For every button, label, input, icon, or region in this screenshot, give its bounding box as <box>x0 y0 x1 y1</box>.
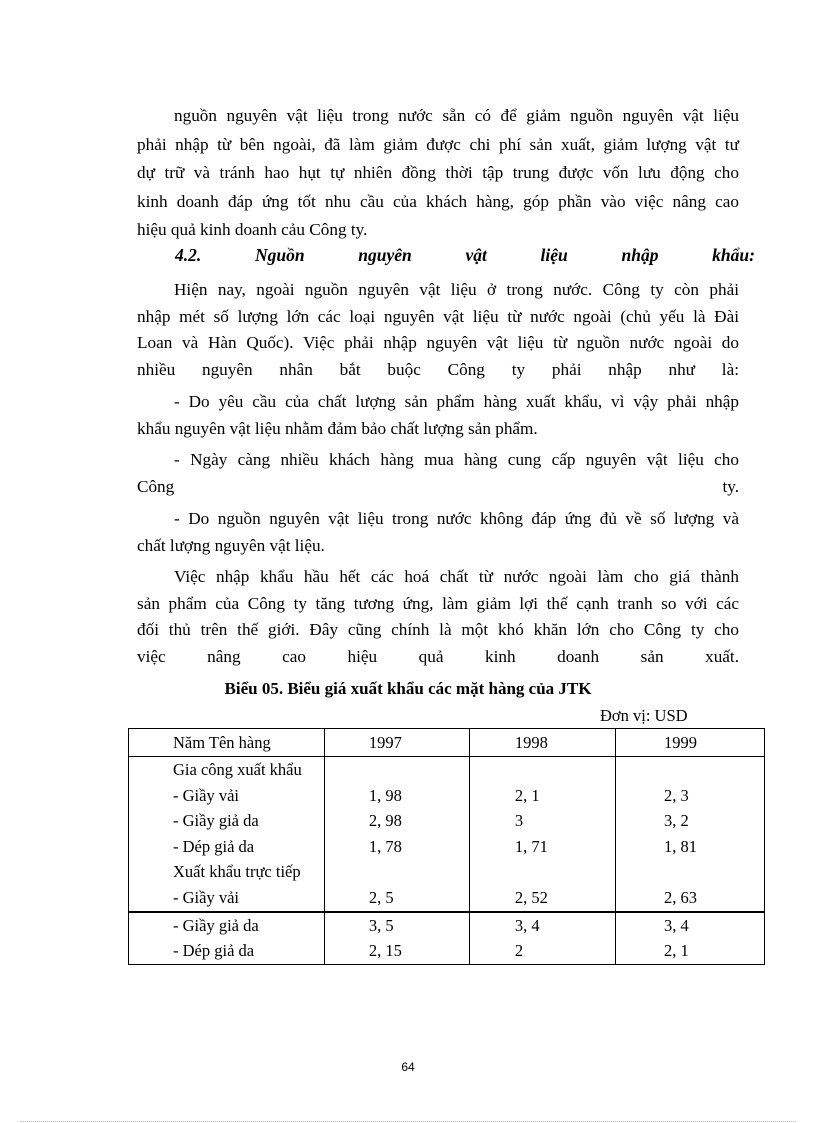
table-cell: 3, 4 <box>615 912 764 939</box>
heading-word: vật <box>465 245 487 265</box>
price-table <box>128 728 765 965</box>
text-line: chất lượng nguyên vật liệu. <box>137 535 325 555</box>
table-cell <box>469 859 615 885</box>
paragraph-intro <box>137 103 739 244</box>
paragraph-imports <box>137 277 739 383</box>
table-cell: 1, 71 <box>469 834 615 860</box>
text-line: sản phẩm của Công ty tăng tương ứng, làm giảm lợi thế cạnh tranh so với các <box>137 593 739 613</box>
heading-word: 4.2. <box>175 245 202 265</box>
text-line: dự trữ và tránh hao hụt tự nhiên đồng thời tập trung được vốn lưu động cho <box>137 163 739 183</box>
header-cell: 1997 <box>324 729 469 757</box>
bullet-domestic <box>137 506 739 559</box>
table-cell: - Dép giả da <box>129 834 325 860</box>
bullet-customers <box>137 447 739 500</box>
table-cell: 2, 1 <box>615 938 764 964</box>
table-row <box>129 859 765 885</box>
line-start-word: Công <box>137 476 175 496</box>
table-cell: - Giầy vải <box>129 885 325 912</box>
text-line: - Do nguồn nguyên vật liệu trong nước không đáp ứng đủ về số lượng và <box>174 509 739 528</box>
table-cell <box>324 859 469 885</box>
heading-word: nhập <box>621 245 659 265</box>
text-line: Việc nhập khẩu hầu hết các hoá chất từ nước ngoài làm cho giá thành <box>174 567 739 586</box>
text-line: - Do yêu cầu của chất lượng sản phẩm hàng xuất khẩu, vì vậy phải nhập <box>174 392 739 411</box>
table-row <box>129 912 765 939</box>
text-line: Hiện nay, ngoài nguồn nguyên vật liệu ở trong nước. Công ty còn phải <box>174 280 739 299</box>
table-header-row <box>129 729 765 757</box>
table-unit: Đơn vị: USD <box>600 706 688 725</box>
text-line: Loan và Hàn Quốc). Việc phải nhập nguyên vật liệu từ nguồn nước ngoài do <box>137 333 739 353</box>
table-cell: 2, 52 <box>469 885 615 912</box>
text-line: phải nhập từ bên ngoài, đã làm giảm được chi phí sản xuất, giảm lượng vật tư <box>137 134 739 154</box>
table-cell: 2, 63 <box>615 885 764 912</box>
table-row <box>129 885 765 912</box>
table-cell <box>615 757 764 783</box>
text-line <box>137 474 739 501</box>
text-line: - Ngày càng nhiều khách hàng mua hàng cung cấp nguyên vật liệu cho <box>174 450 739 469</box>
heading-word: nguyên <box>358 245 412 265</box>
table-cell <box>615 859 764 885</box>
table-row <box>129 783 765 809</box>
header-cell: 1999 <box>615 729 764 757</box>
table-cell: 3, 4 <box>469 912 615 939</box>
table-cell: - Giầy giả da <box>129 912 325 939</box>
table-cell: 2, 98 <box>324 808 469 834</box>
header-cell: 1998 <box>469 729 615 757</box>
table-row <box>129 808 765 834</box>
table-row <box>129 834 765 860</box>
table-cell: - Dép giả da <box>129 938 325 964</box>
table-cell: 3, 2 <box>615 808 764 834</box>
page-bottom-divider <box>20 1121 796 1122</box>
text-line: đối thủ trên thế giới. Đây cũng chính là một khó khăn lớn cho Công ty cho <box>137 620 739 640</box>
heading-word: Nguồn <box>254 245 305 265</box>
table-cell: Xuất khẩu trực tiếp <box>129 859 325 885</box>
text-line: hiệu quả kinh doanh cảu Công ty. <box>137 220 368 240</box>
paragraph-chemicals <box>137 564 739 670</box>
text-line: kinh doanh đáp ứng tốt nhu cầu của khách hàng, góp phần vào việc nâng cao <box>137 191 739 211</box>
table-cell: 2 <box>469 938 615 964</box>
table-cell: 2, 15 <box>324 938 469 964</box>
bullet-quality <box>137 389 739 442</box>
header-cell: Năm Tên hàng <box>129 729 325 757</box>
line-end-word: ty. <box>722 476 739 496</box>
text-line: nhập mét số lượng lớn các loại nguyên vật liệu từ nước ngoài (chủ yếu là Đài <box>137 306 739 326</box>
heading-word: khẩu: <box>712 245 755 265</box>
table-cell <box>469 757 615 783</box>
table-cell: - Giầy vải <box>129 783 325 809</box>
table-cell: 1, 78 <box>324 834 469 860</box>
table-cell: - Giầy giả da <box>129 808 325 834</box>
table-cell: 1, 81 <box>615 834 764 860</box>
table-caption: Biểu 05. Biểu giá xuất khẩu các mặt hàng của JTK <box>224 679 592 698</box>
table-row <box>129 757 765 783</box>
table-cell <box>324 757 469 783</box>
table-cell: 3 <box>469 808 615 834</box>
table-cell: 2, 5 <box>324 885 469 912</box>
table-cell: 2, 1 <box>469 783 615 809</box>
table-cell: Gia công xuất khẩu <box>129 757 325 783</box>
text-line: khẩu nguyên vật liệu nhằm đảm bảo chất lượng sản phẩm. <box>137 418 538 438</box>
table-cell: 1, 98 <box>324 783 469 809</box>
section-heading <box>175 242 755 268</box>
heading-word: liệu <box>540 245 568 265</box>
table-cell: 3, 5 <box>324 912 469 939</box>
table-row <box>129 938 765 964</box>
page-number: 64 <box>401 1060 415 1074</box>
text-line: nhiều nguyên nhân bắt buộc Công ty phải nhập như là: <box>137 359 739 379</box>
text-line: việc nâng cao hiệu quả kinh doanh sản xuất. <box>137 646 739 666</box>
text-line: nguồn nguyên vật liệu trong nước sẵn có để giảm nguồn nguyên vật liệu <box>174 106 739 125</box>
table-cell: 2, 3 <box>615 783 764 809</box>
